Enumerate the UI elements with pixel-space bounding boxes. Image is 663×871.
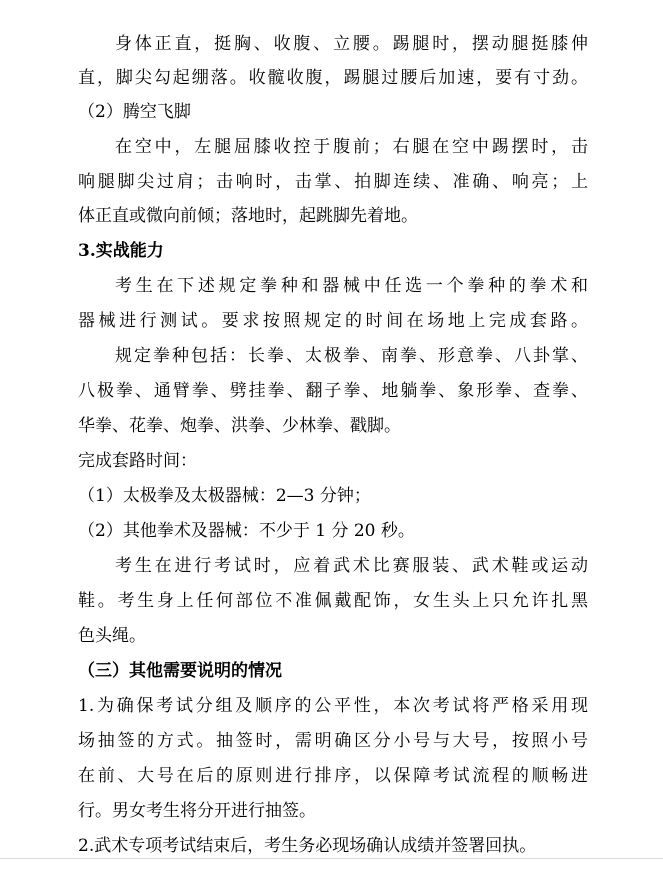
section-heading: （三）其他需要说明的情况 — [78, 661, 282, 681]
paragraph-line: 身体正直，挺胸、收腹、立腰。踢腿时，摆动腿挺膝伸 — [115, 34, 588, 54]
paragraph-line: 色头绳。 — [78, 626, 146, 646]
paragraph-line: 体正直或微向前倾；落地时，起跳脚先着地。 — [78, 206, 418, 226]
paragraph-line: 器械进行测试。要求按照规定的时间在场地上完成套路。 — [78, 311, 588, 331]
paragraph-line: 规定拳种包括：长拳、太极拳、南拳、形意拳、八卦掌、 — [115, 346, 588, 366]
paragraph-line: 考生在进行考试时，应着武术比赛服装、武术鞋或运动 — [115, 556, 588, 576]
subsection-heading: （2）腾空飞脚 — [78, 102, 191, 122]
paragraph-line: 1.为确保考试分组及顺序的公平性，本次考试将严格采用现 — [78, 696, 588, 716]
paragraph-line: 鞋。考生身上任何部位不准佩戴配饰，女生头上只允许扎黑 — [78, 591, 588, 611]
paragraph-line: 华拳、花拳、炮拳、洪拳、少林拳、戳脚。 — [78, 416, 401, 436]
paragraph-line: 响腿脚尖过肩；击响时，击掌、拍脚连续、准确、响亮；上 — [78, 172, 588, 192]
paragraph-line: 在空中，左腿屈膝收控于腹前；右腿在空中踢摆时，击 — [115, 137, 588, 157]
paragraph-line: 场抽签的方式。抽签时，需明确区分小号与大号，按照小号 — [78, 731, 588, 751]
page-bottom-rule — [0, 858, 663, 859]
section-heading: 3.实战能力 — [78, 241, 164, 261]
paragraph-line: 完成套路时间： — [78, 451, 197, 471]
paragraph-line: 直，脚尖勾起绷落。收髋收腹，踢腿过腰后加速，要有寸劲。 — [78, 68, 588, 88]
paragraph-line: 考生在下述规定拳种和器械中任选一个拳种的拳术和 — [115, 276, 588, 296]
paragraph-line: 2.武术专项考试结束后，考生务必现场确认成绩并签署回执。 — [78, 836, 537, 856]
paragraph-line: 行。男女考生将分开进行抽签。 — [78, 801, 316, 821]
paragraph-line: 在前、大号在后的原则进行排序，以保障考试流程的顺畅进 — [78, 766, 588, 786]
list-item: （1）太极拳及太极器械：2—3 分钟； — [78, 486, 371, 506]
paragraph-line: 八极拳、通臂拳、劈挂拳、翻子拳、地躺拳、象形拳、查拳、 — [78, 381, 588, 401]
list-item: （2）其他拳术及器械：不少于 1 分 20 秒。 — [78, 521, 415, 541]
